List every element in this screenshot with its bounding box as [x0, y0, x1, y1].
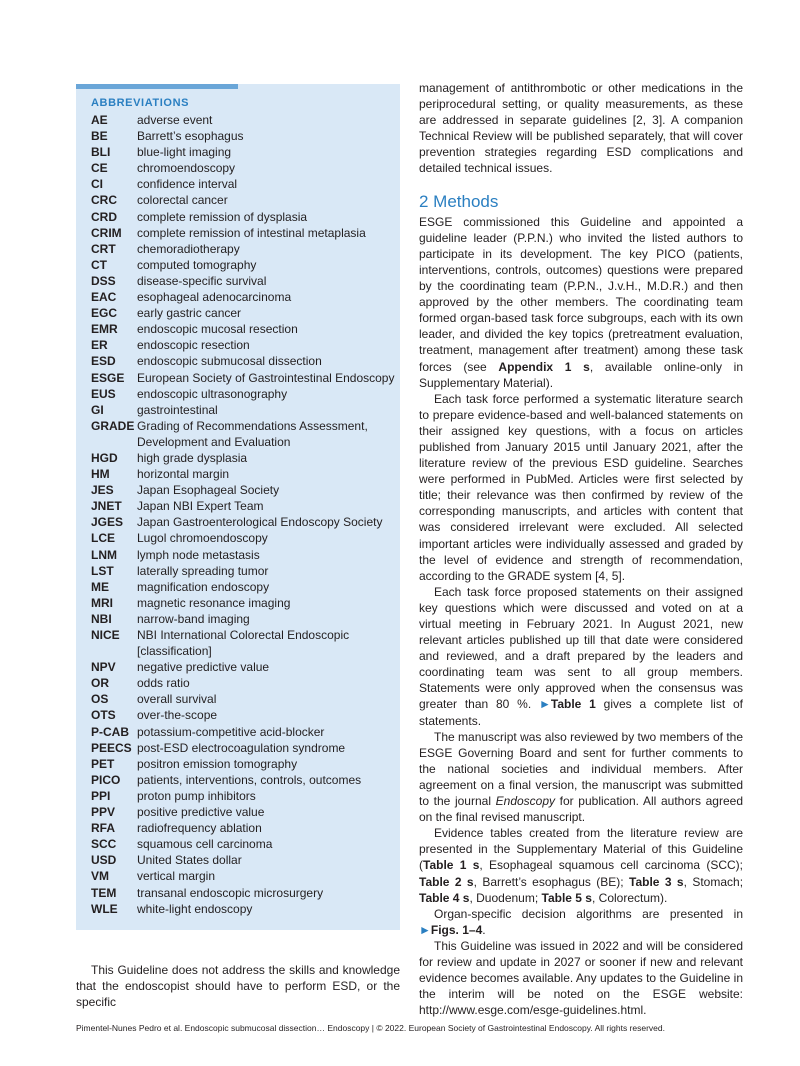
- abbreviation-definition: transanal endoscopic microsurgery: [137, 885, 324, 900]
- table-2s-link[interactable]: Table 2 s: [419, 874, 474, 889]
- abbreviation-row: [91, 402, 396, 418]
- abbreviation-row: [91, 659, 396, 675]
- abbreviation-row: [91, 370, 396, 386]
- abbreviation-definition: overall survival: [137, 692, 217, 707]
- abbreviation-term: ME: [91, 579, 109, 594]
- abbreviation-row: [91, 160, 396, 176]
- abbreviation-row: [91, 804, 396, 820]
- abbreviation-definition: vertical margin: [137, 869, 216, 884]
- abbreviation-term: OS: [91, 692, 109, 707]
- abbreviation-row: [91, 514, 396, 530]
- abbreviation-row: [91, 321, 396, 337]
- abbreviation-definition: esophageal adenocarcinoma: [137, 290, 292, 305]
- abbreviation-row: [91, 192, 396, 208]
- abbreviation-term: RFA: [91, 821, 115, 836]
- abbreviation-definition: negative predictive value: [137, 660, 270, 675]
- abbreviation-term: CRC: [91, 193, 117, 208]
- page-footer: Pimentel-Nunes Pedro et al. Endoscopic submucosal dissection… Endoscopy | © 2022. European Society of Gastrointestinal Endoscopy. All rights reserved.: [76, 1023, 665, 1033]
- abbreviation-row: [91, 128, 396, 144]
- abbreviation-row: [91, 257, 396, 273]
- abbreviations-title: ABBREVIATIONS: [91, 97, 190, 109]
- abbreviation-term: PEECS: [91, 740, 132, 755]
- abbreviation-definition: gastrointestinal: [137, 402, 218, 417]
- paragraph: Each task force performed a systematic literature search to prepare evidence-based and well-balanced statements on their assigned key questions, with a focus on articles published from January 2015 until January 2021, after the literature review of the previous ESD guideline. Searches were performed in PubMed. Articles were first selected by title; their relevance was then confirmed by review of the corresponding manuscripts, and articles with content that was considered irrelevant were excluded. All selected important articles were individually assessed and graded by the level of evidence and strength of recommendation, according to the GRADE system [4, 5].: [419, 391, 743, 583]
- section-heading-methods: 2 Methods: [419, 191, 499, 211]
- abbreviation-row: [91, 901, 396, 917]
- abbreviation-row: [91, 772, 396, 788]
- abbreviation-definition: high grade dysplasia: [137, 450, 248, 465]
- abbreviation-row: [91, 627, 396, 659]
- abbreviation-row: [91, 209, 396, 225]
- abbreviation-definition: magnification endoscopy: [137, 579, 270, 594]
- abbreviation-row: [91, 707, 396, 723]
- abbreviation-term: CE: [91, 161, 108, 176]
- abbreviation-definition: positive predictive value: [137, 805, 265, 820]
- abbreviation-row: [91, 740, 396, 756]
- abbreviation-term: GRADE: [91, 418, 135, 433]
- abbreviation-row: [91, 611, 396, 627]
- abbreviation-term: CRIM: [91, 225, 122, 240]
- abbreviation-term: EAC: [91, 290, 117, 305]
- table-1s-link[interactable]: Table 1 s: [423, 858, 480, 873]
- abbreviation-row: [91, 563, 396, 579]
- abbreviation-definition: radiofrequency ablation: [137, 821, 262, 836]
- abbreviation-row: [91, 241, 396, 257]
- abbreviation-definition: United States dollar: [137, 853, 242, 868]
- abbreviation-definition: narrow-band imaging: [137, 611, 250, 626]
- abbreviation-definition: computed tomography: [137, 257, 257, 272]
- abbreviation-definition: Japan NBI Expert Team: [137, 499, 264, 514]
- abbreviation-term: BE: [91, 129, 108, 144]
- paragraph: The manuscript was also reviewed by two members of the ESGE Governing Board and sent for further comments to the national societies and individual members. After agreement on a final version, the manuscript was submitted to the journal Endoscopy for publication. All authors agreed on the final revised manuscript.: [419, 729, 743, 825]
- abbreviations-list: [91, 112, 396, 917]
- abbreviation-term: OTS: [91, 708, 116, 723]
- abbreviation-term: JGES: [91, 515, 124, 530]
- abbreviation-term: ESGE: [91, 370, 125, 385]
- abbreviation-definition: over-the-scope: [137, 708, 218, 723]
- abbreviation-definition: endoscopic resection: [137, 338, 250, 353]
- abbreviation-row: [91, 144, 396, 160]
- abbreviation-row: [91, 305, 396, 321]
- abbreviation-row: [91, 836, 396, 852]
- table-4s-link[interactable]: Table 4 s: [419, 890, 470, 905]
- abbreviation-row: [91, 418, 396, 450]
- abbreviation-definition: chemoradiotherapy: [137, 241, 240, 256]
- abbreviation-definition: lymph node metastasis: [137, 547, 260, 562]
- paragraph: management of antithrombotic or other medications in the periprocedural setting, or quality measurements, as these are addressed in separate guidelines [2, 3]. A companion Technical Review will be published separately, that will cover prevention strategies regarding ESD complications and detailed technical issues.: [419, 81, 743, 176]
- abbreviation-row: [91, 466, 396, 482]
- abbreviation-row: [91, 595, 396, 611]
- abbreviation-term: HM: [91, 467, 110, 482]
- table-5s-link[interactable]: Table 5 s: [541, 890, 592, 905]
- abbreviation-row: [91, 337, 396, 353]
- abbreviation-term: EGC: [91, 306, 118, 321]
- abbreviation-term: USD: [91, 853, 117, 868]
- abbreviation-term: PET: [91, 756, 115, 771]
- table-3s-link[interactable]: Table 3 s: [629, 874, 684, 889]
- abbreviation-term: ESD: [91, 354, 116, 369]
- abbreviation-row: [91, 386, 396, 402]
- abbreviation-definition: endoscopic submucosal dissection: [137, 354, 322, 369]
- abbreviation-row: [91, 530, 396, 546]
- abbreviation-term: MRI: [91, 595, 113, 610]
- abbreviation-row: [91, 675, 396, 691]
- abbreviation-definition: NBI International Colorectal Endoscopic [classification]: [137, 628, 350, 659]
- abbreviation-definition: Lugol chromoendoscopy: [137, 531, 268, 546]
- abbreviation-definition: horizontal margin: [137, 467, 230, 482]
- abbreviation-row: [91, 273, 396, 289]
- abbreviation-term: EMR: [91, 322, 118, 337]
- abbreviation-term: LCE: [91, 531, 115, 546]
- abbreviation-row: [91, 885, 396, 901]
- abbreviation-term: AE: [91, 113, 108, 127]
- abbreviation-definition: positron emission tomography: [137, 756, 298, 771]
- abbreviation-term: SCC: [91, 837, 117, 852]
- abbreviation-term: LST: [91, 563, 114, 578]
- abbreviation-row: [91, 176, 396, 192]
- abbreviation-row: [91, 225, 396, 241]
- abbreviation-term: PPV: [91, 805, 116, 820]
- abbreviation-term: CI: [91, 177, 103, 192]
- abbreviation-definition: post-ESD electrocoagulation syndrome: [137, 740, 346, 755]
- abbreviation-term: CRT: [91, 241, 116, 256]
- abbreviation-definition: European Society of Gastrointestinal Endoscopy: [137, 370, 395, 385]
- abbreviation-term: GI: [91, 402, 104, 417]
- abbreviation-term: CT: [91, 257, 107, 272]
- abbreviation-row: [91, 498, 396, 514]
- abbreviation-definition: early gastric cancer: [137, 306, 242, 321]
- abbreviation-term: EUS: [91, 386, 116, 401]
- abbreviation-definition: laterally spreading tumor: [137, 563, 269, 578]
- abbreviation-definition: squamous cell carcinoma: [137, 837, 273, 852]
- abbreviation-term: LNM: [91, 547, 117, 562]
- abbreviation-definition: magnetic resonance imaging: [137, 595, 291, 610]
- abbreviation-definition: odds ratio: [137, 676, 190, 691]
- abbreviation-row: [91, 289, 396, 305]
- abbreviation-row: [91, 547, 396, 563]
- abbreviation-row: [91, 724, 396, 740]
- abbreviation-row: [91, 756, 396, 772]
- abbreviation-term: NPV: [91, 660, 116, 675]
- abbreviation-definition: potassium-competitive acid-blocker: [137, 724, 325, 739]
- arrow-icon: ►: [419, 922, 431, 937]
- abbreviation-term: CRD: [91, 209, 117, 224]
- table-1-link[interactable]: Table 1: [550, 697, 596, 712]
- abbreviation-term: NICE: [91, 628, 120, 642]
- abbreviation-definition: Barrett’s esophagus: [137, 129, 244, 144]
- abbreviation-row: [91, 820, 396, 836]
- abbreviation-definition: endoscopic ultrasonography: [137, 386, 288, 401]
- paragraph: ESGE commissioned this Guideline and appointed a guideline leader (P.P.N.) who invited the listed authors to participate in its development. The key PICO (patients, interventions, controls, outcomes) questions were prepared by the coordinating team (P.P.N., J.v.H., M.D.R.) and then approved by the other members. The coordinating team formed organ-based task force subgroups, each with its own leader, and divided the key topics (pretreatment evaluation, treatment, management after treatment) among these task forces (see Appendix 1 s, available online-only in Supplementary Material).: [419, 214, 743, 390]
- abbreviations-box: [76, 84, 400, 930]
- abbreviation-row: [91, 579, 396, 595]
- appendix-link[interactable]: Appendix 1 s: [498, 359, 590, 374]
- abbreviation-row: [91, 868, 396, 884]
- abbreviation-term: BLI: [91, 145, 111, 160]
- abbreviation-definition: confidence interval: [137, 177, 238, 192]
- abbreviation-definition: complete remission of dysplasia: [137, 209, 308, 224]
- abbreviation-row: [91, 450, 396, 466]
- abbreviation-definition: adverse event: [137, 113, 213, 127]
- abbreviation-definition: Japan Esophageal Society: [137, 483, 280, 498]
- figures-link[interactable]: Figs. 1–4: [430, 922, 483, 937]
- abbreviation-row: [91, 482, 396, 498]
- abbreviation-term: TEM: [91, 885, 117, 900]
- paragraph: Each task force proposed statements on their assigned key questions which were discussed and voted on at a virtual meeting in February 2021. In August 2021, new relevant articles published up till that date were considered and reviewed, and a draft prepared by the leaders and coordinating team was sent to all group members. Statements were only approved when the consensus was greater than 80 %. ►Table 1 gives a complete list of statements.: [419, 584, 743, 728]
- abbreviation-term: WLE: [91, 901, 118, 916]
- abbreviation-term: OR: [91, 676, 109, 691]
- abbreviations-accent-bar: [76, 84, 238, 89]
- abbreviation-term: JNET: [91, 499, 122, 514]
- left-column-text: This Guideline does not address the skills and knowledge that the endoscopist should have to perform ESD, or the specific: [76, 963, 400, 1009]
- abbreviation-term: DSS: [91, 273, 116, 288]
- abbreviation-definition: chromoendoscopy: [137, 161, 236, 176]
- paragraph: Evidence tables created from the literature review are presented in the Supplementary Material of this Guideline (Table 1 s, Esophageal squamous cell carcinoma (SCC); Table 2 s, Barrett’s esophagus (BE); Table 3 s, Stomach; Table 4 s, Duodenum; Table 5 s, Colorectum).: [419, 826, 744, 905]
- abbreviation-term: VM: [91, 869, 109, 884]
- abbreviation-term: JES: [91, 483, 114, 498]
- abbreviation-term: ER: [91, 338, 108, 353]
- abbreviation-term: NBI: [91, 611, 112, 626]
- abbreviation-definition: disease-specific survival: [137, 273, 267, 288]
- arrow-icon: ►: [539, 697, 551, 712]
- abbreviation-definition: patients, interventions, controls, outcomes: [137, 772, 362, 787]
- abbreviation-row: [91, 691, 396, 707]
- abbreviation-definition: Japan Gastroenterological Endoscopy Society: [137, 515, 383, 530]
- abbreviation-row: [91, 112, 396, 128]
- abbreviation-definition: white-light endoscopy: [137, 901, 253, 916]
- abbreviation-term: P-CAB: [91, 724, 129, 739]
- abbreviation-definition: proton pump inhibitors: [137, 788, 256, 803]
- paragraph: This Guideline was issued in 2022 and will be considered for review and update in 2027 or sooner if new and relevant evidence becomes available. Any updates to the Guideline in the interim will be noted on the ESGE website: http://www.esge.com/esge-guidelines.html.: [419, 938, 743, 1018]
- abbreviation-term: PICO: [91, 772, 121, 787]
- abbreviation-term: PPI: [91, 788, 111, 803]
- abbreviation-row: [91, 852, 396, 868]
- abbreviation-term: HGD: [91, 450, 118, 465]
- abbreviation-definition: colorectal cancer: [137, 193, 228, 208]
- abbreviation-definition: complete remission of intestinal metaplasia: [137, 225, 366, 240]
- abbreviation-definition: blue-light imaging: [137, 145, 232, 160]
- abbreviation-definition: endoscopic mucosal resection: [137, 322, 298, 337]
- abbreviation-row: [91, 788, 396, 804]
- right-column: [419, 80, 743, 1018]
- abbreviation-row: [91, 353, 396, 369]
- paragraph: Organ-specific decision algorithms are presented in ►Figs. 1–4.: [419, 906, 743, 937]
- abbreviation-definition: Grading of Recommendations Assessment, Development and Evaluation: [137, 418, 368, 449]
